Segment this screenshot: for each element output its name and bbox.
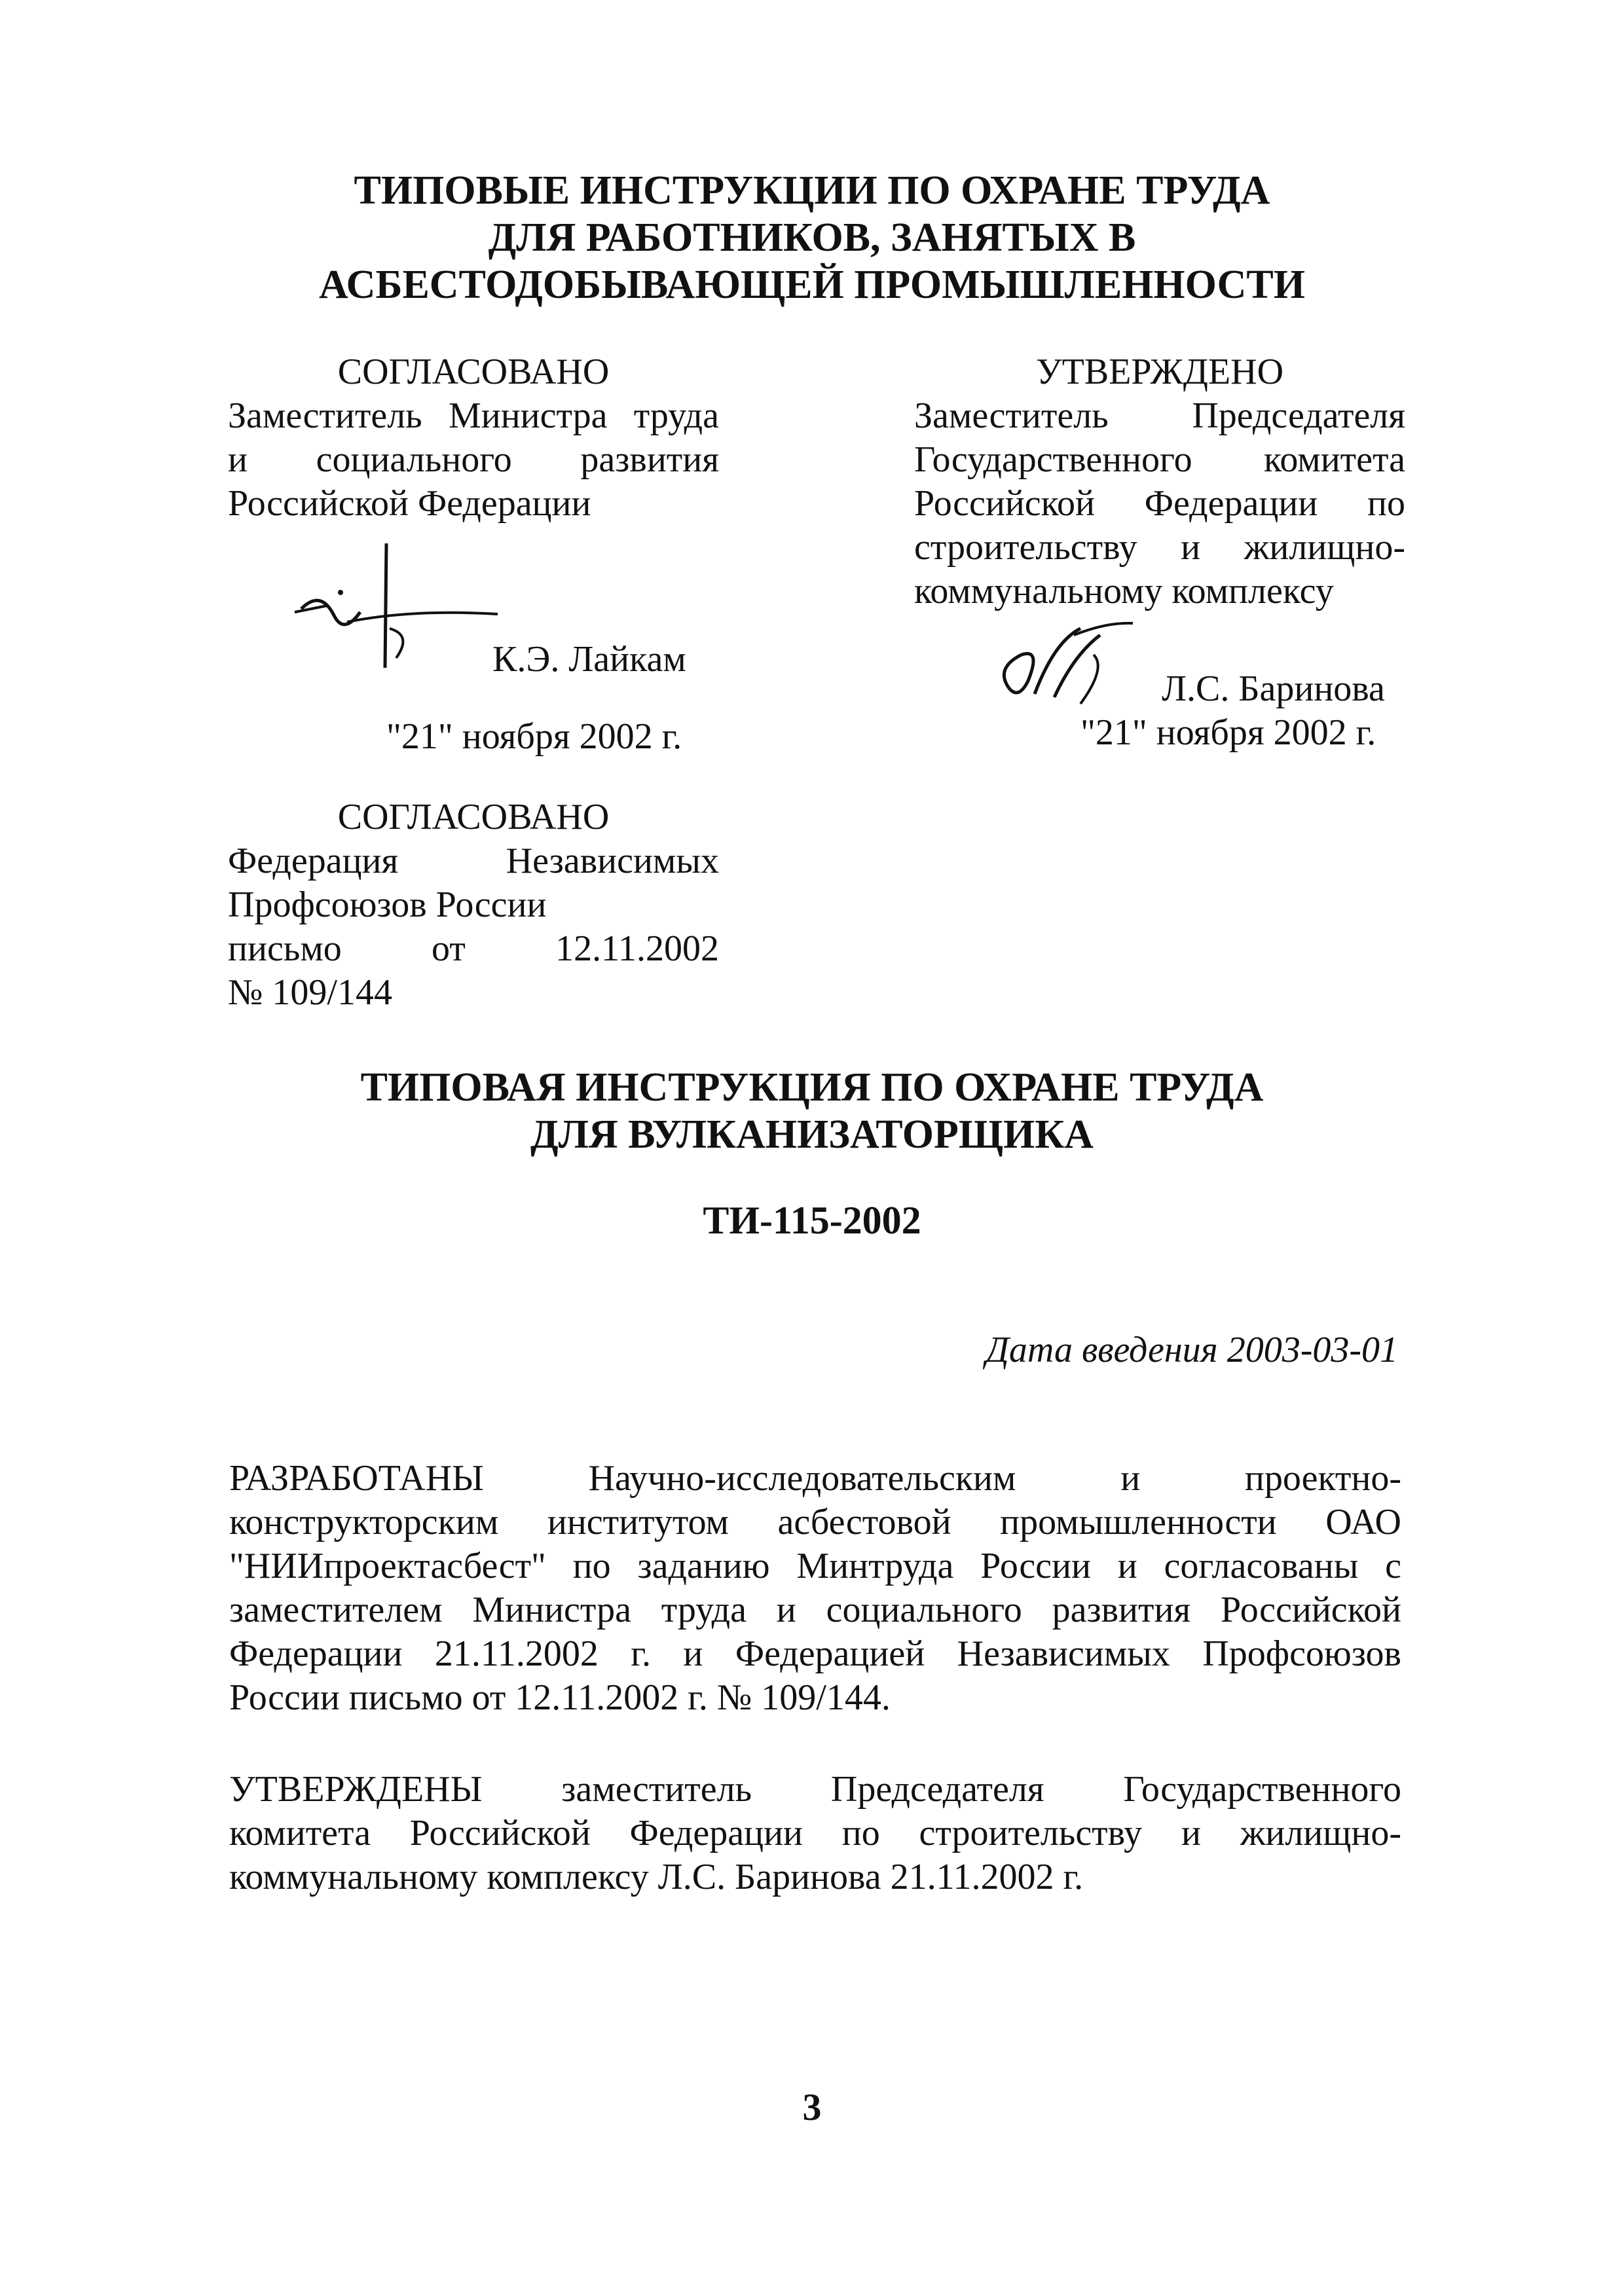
agreed-heading: СОГЛАСОВАНО [337,797,610,837]
introduction-date: Дата введения 2003-03-01 [986,1330,1398,1370]
signature-barinova-image [982,615,1153,720]
page-number: 3 [802,2086,822,2128]
paragraph-line: "НИИпроектасбест" по заданию Минтруда России и согласованы с [229,1546,1401,1586]
developed-paragraph [229,1457,1401,1720]
date-right: "21" ноября 2002 г. [1080,712,1376,753]
agreed-line: и социального развития [228,439,719,480]
collection-title [196,167,1428,308]
approved-line: Заместитель Председателя [914,395,1405,436]
approved-line: Российской Федерации по [914,483,1405,524]
paragraph-line: коммунальному комплексу Л.С. Баринова 21.11.2002 г. [229,1857,1084,1897]
agreed-line: Российской Федерации [228,483,591,524]
paragraph-line: заместителем Министра труда и социального развития Российской [229,1590,1401,1630]
approved-by-paragraph [229,1768,1401,1899]
paragraph-line: УТВЕРЖДЕНЫ заместитель Председателя Государственного [229,1769,1401,1810]
date-left: "21" ноября 2002 г. [386,716,682,757]
paragraph-line: Федерации 21.11.2002 г. и Федерацией Независимых Профсоюзов [229,1633,1401,1674]
agreed-heading: СОГЛАСОВАНО [337,352,610,392]
paragraph-line: комитета Российской Федерации по строительству и жилищно- [229,1813,1401,1853]
collection-title-line: АСБЕСТОДОБЫВАЮЩЕЙ ПРОМЫШЛЕННОСТИ [319,263,1305,307]
document-code: ТИ-115-2002 [703,1199,921,1242]
agreed-line: Федерация Независимых [228,841,719,881]
agreed-line: № 109/144 [228,972,392,1013]
approved-line: коммунальному комплексу [914,571,1334,611]
collection-title-line: ТИПОВЫЕ ИНСТРУКЦИИ ПО ОХРАНЕ ТРУДА [354,168,1270,213]
approved-line: строительству и жилищно- [914,527,1405,568]
signature-laikam-image [282,537,504,681]
agreed-block-ministry [228,350,719,526]
paragraph-line: конструкторским институтом асбестовой промышленности ОАО [229,1502,1401,1542]
signer-name-right: Л.С. Баринова [1162,668,1385,709]
agreed-line: письмо от 12.11.2002 [228,928,719,969]
agreed-line: Заместитель Министра труда [228,395,719,436]
instruction-title [196,1064,1428,1158]
approved-heading: УТВЕРЖДЕНО [1035,352,1284,392]
agreed-block-trade-unions [228,795,719,1015]
instruction-title-line: ДЛЯ ВУЛКАНИЗАТОРЩИКА [530,1112,1094,1157]
agreed-line: Профсоюзов России [228,884,547,925]
paragraph-line: РАЗРАБОТАНЫ Научно-исследовательским и проектно- [229,1458,1401,1499]
approved-line: Государственного комитета [914,439,1405,480]
paragraph-line: России письмо от 12.11.2002 г. № 109/144. [229,1677,891,1718]
signer-name-left: К.Э. Лайкам [492,639,686,680]
collection-title-line: ДЛЯ РАБОТНИКОВ, ЗАНЯТЫХ В [488,215,1136,260]
instruction-title-line: ТИПОВАЯ ИНСТРУКЦИЯ ПО ОХРАНЕ ТРУДА [360,1065,1264,1110]
approved-block-gosstroy [914,350,1405,613]
